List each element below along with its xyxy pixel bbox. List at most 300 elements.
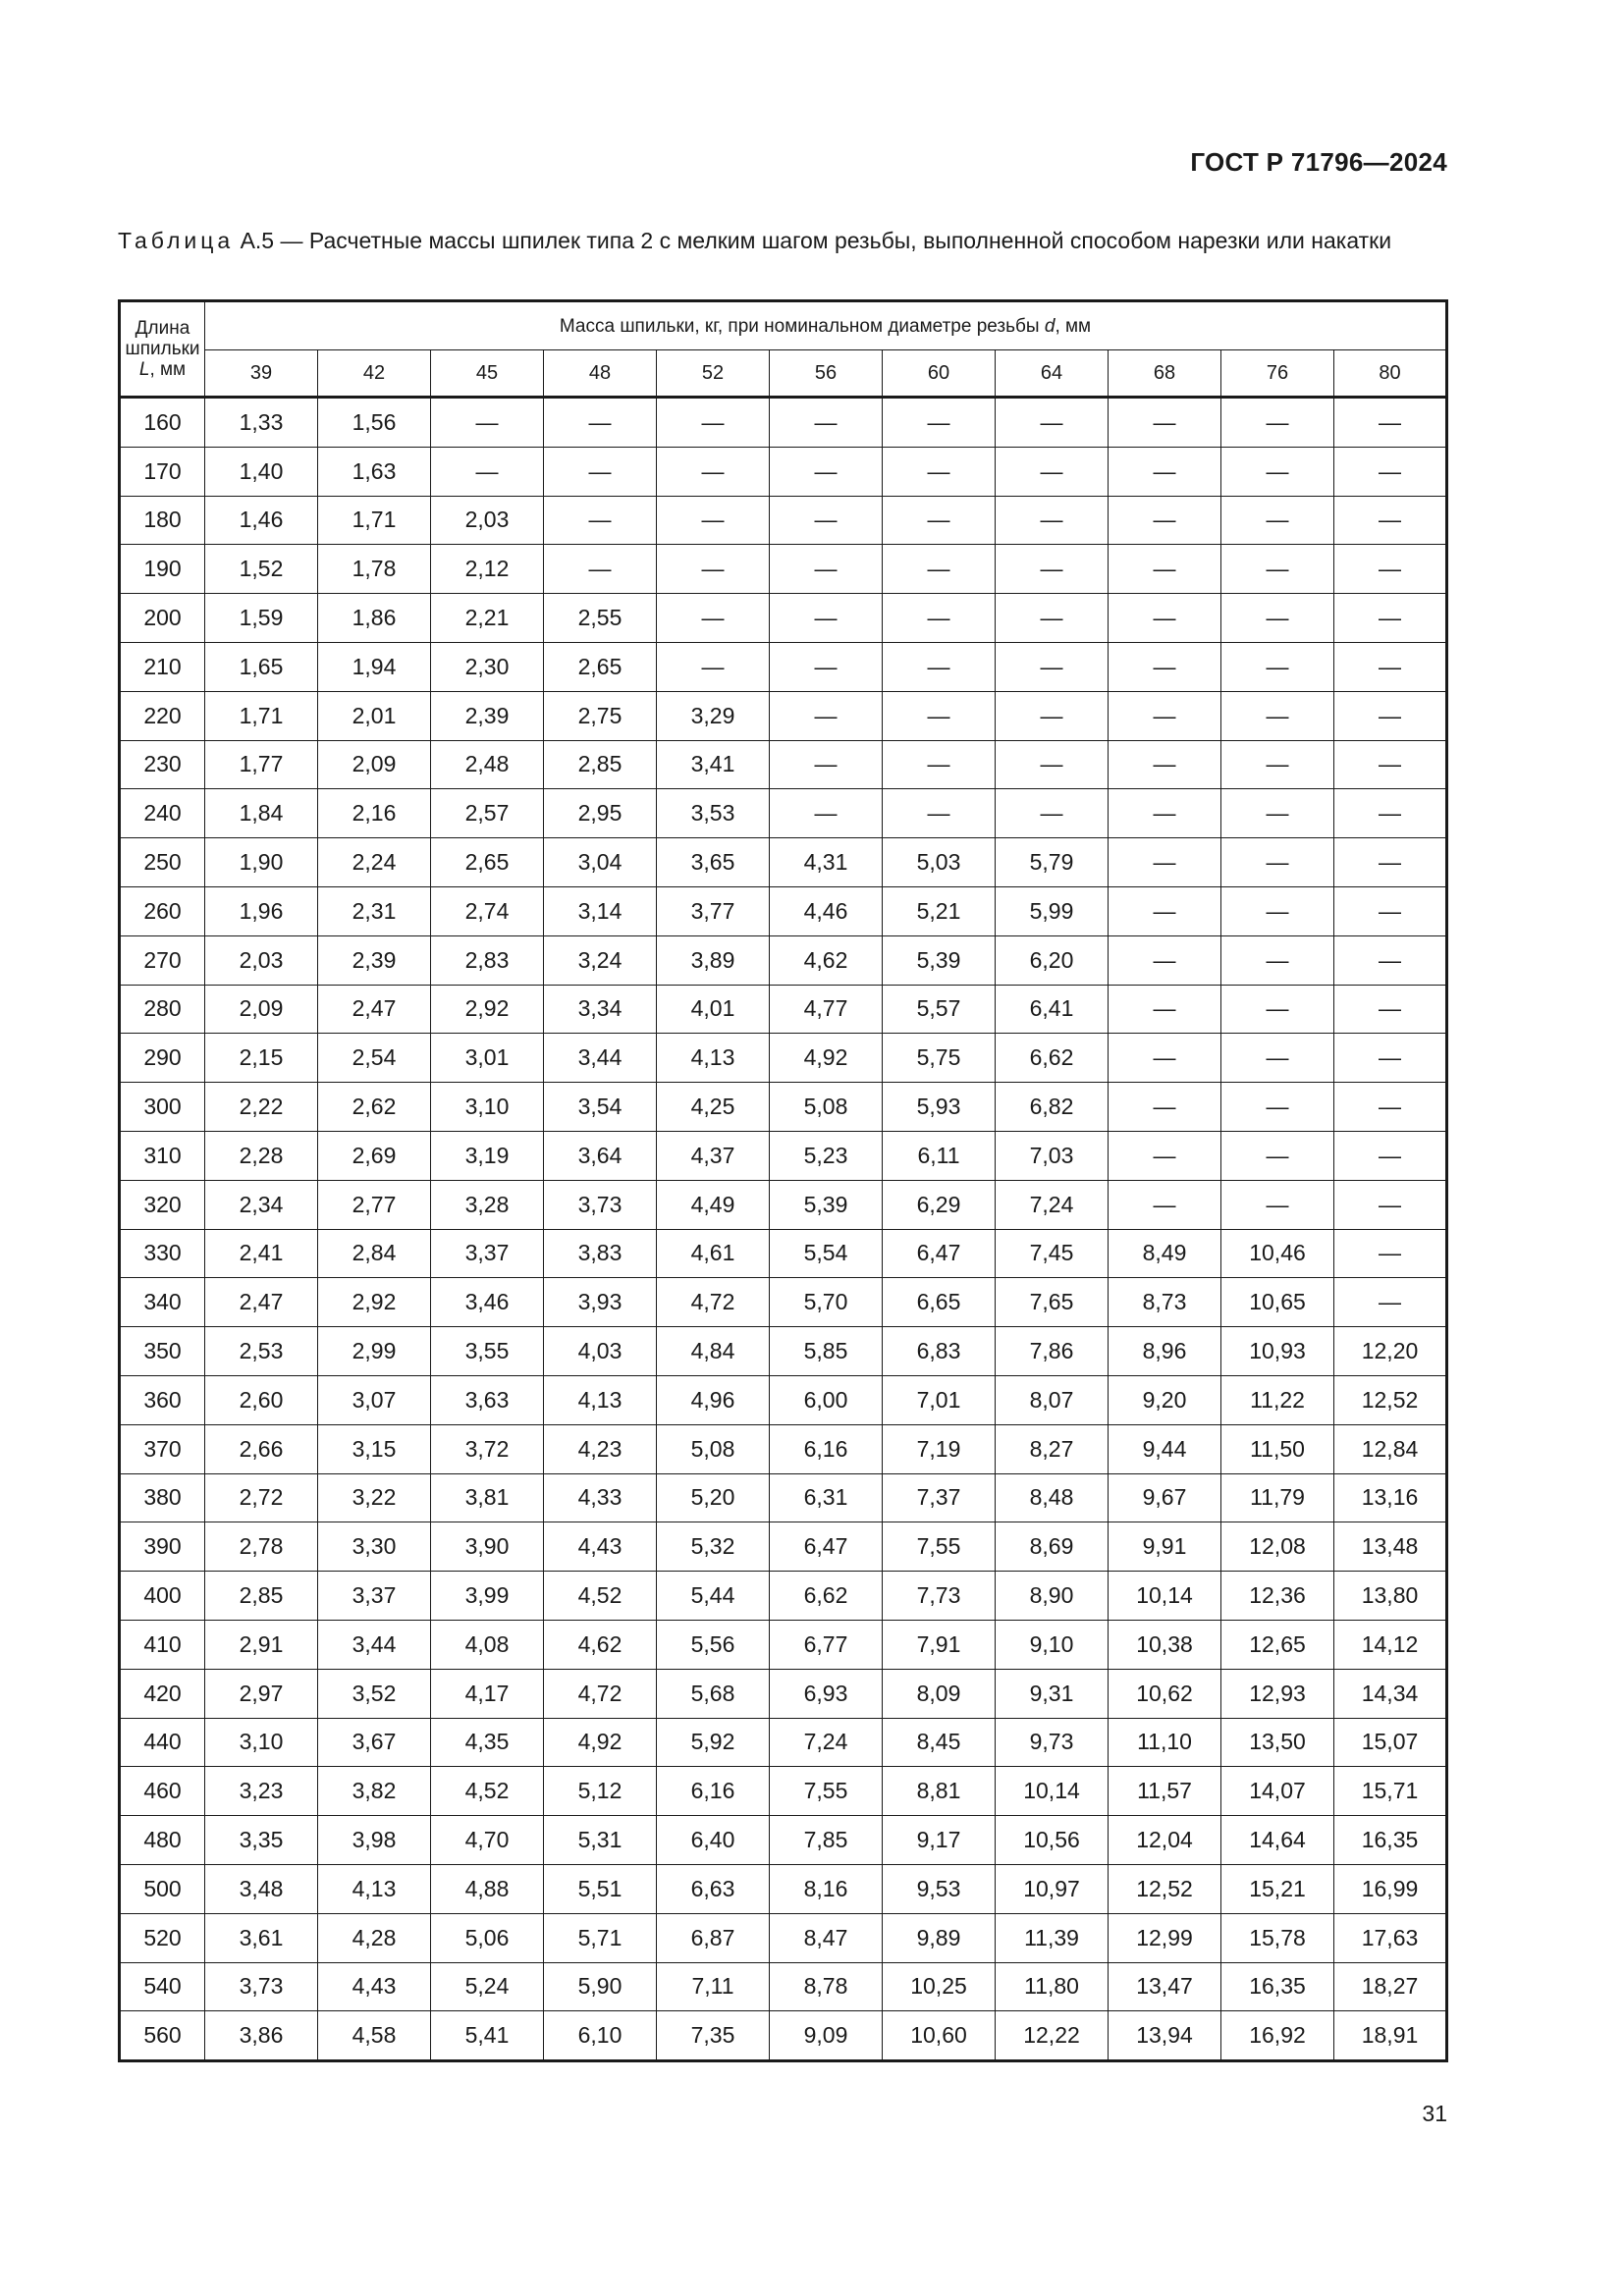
mass-cell: 5,39: [883, 935, 996, 985]
mass-header-prefix: Масса шпильки, кг, при номинальном диаметре резьбы: [559, 315, 1045, 337]
mass-cell: 7,37: [883, 1473, 996, 1522]
mass-cell: 2,83: [431, 935, 544, 985]
mass-cell: —: [1221, 545, 1334, 594]
mass-cell: —: [1109, 642, 1221, 691]
length-cell: 160: [120, 398, 205, 448]
mass-cell: 4,77: [770, 985, 883, 1034]
mass-cell: 2,09: [205, 985, 318, 1034]
mass-cell: 1,46: [205, 496, 318, 545]
mass-cell: 2,03: [431, 496, 544, 545]
mass-cell: 2,24: [318, 838, 431, 887]
length-cell: 190: [120, 545, 205, 594]
mass-cell: 9,91: [1109, 1522, 1221, 1572]
mass-cell: 4,52: [431, 1767, 544, 1816]
mass-cell: —: [1221, 447, 1334, 496]
mass-cell: 9,44: [1109, 1424, 1221, 1473]
mass-cell: 6,93: [770, 1669, 883, 1718]
diameter-header: 42: [318, 350, 431, 398]
mass-cell: 4,46: [770, 886, 883, 935]
mass-cell: 2,92: [431, 985, 544, 1034]
mass-cell: 6,63: [657, 1864, 770, 1913]
mass-cell: 2,41: [205, 1229, 318, 1278]
mass-cell: —: [1334, 447, 1447, 496]
mass-cell: 3,07: [318, 1375, 431, 1424]
length-cell: 360: [120, 1375, 205, 1424]
mass-cell: —: [1221, 740, 1334, 789]
mass-cell: —: [1221, 1180, 1334, 1229]
table-row: [120, 1278, 1447, 1327]
mass-cell: —: [1221, 642, 1334, 691]
mass-cell: 14,07: [1221, 1767, 1334, 1816]
mass-cell: 3,44: [318, 1620, 431, 1669]
mass-cell: —: [1109, 1034, 1221, 1083]
mass-cell: 5,92: [657, 1718, 770, 1767]
mass-cell: 2,54: [318, 1034, 431, 1083]
mass-cell: 4,33: [544, 1473, 657, 1522]
mass-cell: 4,72: [657, 1278, 770, 1327]
mass-cell: 10,93: [1221, 1327, 1334, 1376]
mass-cell: 2,72: [205, 1473, 318, 1522]
mass-cell: 8,49: [1109, 1229, 1221, 1278]
mass-cell: 11,22: [1221, 1375, 1334, 1424]
mass-cell: 3,67: [318, 1718, 431, 1767]
mass-cell: 2,34: [205, 1180, 318, 1229]
mass-cell: 1,77: [205, 740, 318, 789]
mass-cell: 7,24: [996, 1180, 1109, 1229]
mass-cell: 16,35: [1221, 1962, 1334, 2011]
mass-cell: —: [431, 398, 544, 448]
mass-table: [118, 299, 1448, 2062]
mass-cell: 2,84: [318, 1229, 431, 1278]
length-symbol: L: [138, 359, 150, 380]
mass-cell: 2,91: [205, 1620, 318, 1669]
mass-cell: 16,35: [1334, 1816, 1447, 1865]
mass-cell: 14,64: [1221, 1816, 1334, 1865]
mass-cell: 13,47: [1109, 1962, 1221, 2011]
mass-cell: 3,53: [657, 789, 770, 838]
mass-cell: 3,82: [318, 1767, 431, 1816]
mass-cell: 4,61: [657, 1229, 770, 1278]
table-row: [120, 1718, 1447, 1767]
mass-cell: —: [1334, 740, 1447, 789]
mass-cell: 4,13: [657, 1034, 770, 1083]
length-header-line1: Длина: [135, 318, 190, 339]
mass-cell: 14,34: [1334, 1669, 1447, 1718]
mass-cell: 10,65: [1221, 1278, 1334, 1327]
table-row: [120, 1962, 1447, 2011]
mass-cell: 8,16: [770, 1864, 883, 1913]
mass-cell: 3,93: [544, 1278, 657, 1327]
length-cell: 320: [120, 1180, 205, 1229]
mass-cell: 6,16: [770, 1424, 883, 1473]
mass-cell: 3,10: [205, 1718, 318, 1767]
mass-cell: 5,56: [657, 1620, 770, 1669]
mass-cell: 9,10: [996, 1620, 1109, 1669]
mass-cell: 2,47: [318, 985, 431, 1034]
length-cell: 280: [120, 985, 205, 1034]
table-row: [120, 1473, 1447, 1522]
mass-cell: 2,99: [318, 1327, 431, 1376]
mass-cell: —: [1109, 594, 1221, 643]
mass-cell: 3,54: [544, 1083, 657, 1132]
mass-cell: 9,31: [996, 1669, 1109, 1718]
length-cell: 390: [120, 1522, 205, 1572]
mass-cell: —: [1334, 886, 1447, 935]
table-row: [120, 789, 1447, 838]
diameter-header: 60: [883, 350, 996, 398]
mass-cell: 2,48: [431, 740, 544, 789]
mass-cell: 1,86: [318, 594, 431, 643]
table-row: [120, 1180, 1447, 1229]
mass-cell: —: [1109, 740, 1221, 789]
mass-cell: 12,04: [1109, 1816, 1221, 1865]
mass-cell: 5,99: [996, 886, 1109, 935]
mass-cell: —: [1109, 789, 1221, 838]
mass-cell: 3,35: [205, 1816, 318, 1865]
mass-cell: —: [770, 447, 883, 496]
mass-cell: 2,47: [205, 1278, 318, 1327]
mass-cell: 2,60: [205, 1375, 318, 1424]
mass-cell: 11,79: [1221, 1473, 1334, 1522]
mass-cell: 1,78: [318, 545, 431, 594]
mass-cell: 5,93: [883, 1083, 996, 1132]
mass-cell: 18,91: [1334, 2011, 1447, 2061]
mass-cell: 7,24: [770, 1718, 883, 1767]
table-row: [120, 1572, 1447, 1621]
mass-cell: 3,61: [205, 1913, 318, 1962]
length-cell: 220: [120, 691, 205, 740]
mass-cell: 2,85: [544, 740, 657, 789]
mass-cell: 3,81: [431, 1473, 544, 1522]
table-row: [120, 935, 1447, 985]
length-cell: 250: [120, 838, 205, 887]
mass-cell: —: [770, 691, 883, 740]
table-row: [120, 985, 1447, 1034]
mass-cell: 5,68: [657, 1669, 770, 1718]
mass-cell: 12,08: [1221, 1522, 1334, 1572]
mass-cell: 6,00: [770, 1375, 883, 1424]
mass-cell: 10,14: [1109, 1572, 1221, 1621]
diameter-header: 76: [1221, 350, 1334, 398]
mass-cell: —: [1221, 886, 1334, 935]
mass-cell: 12,65: [1221, 1620, 1334, 1669]
mass-cell: —: [770, 642, 883, 691]
mass-cell: 5,31: [544, 1816, 657, 1865]
mass-cell: 9,67: [1109, 1473, 1221, 1522]
table-row: [120, 1522, 1447, 1572]
mass-cell: 5,06: [431, 1913, 544, 1962]
mass-cell: 4,31: [770, 838, 883, 887]
mass-cell: 4,13: [318, 1864, 431, 1913]
mass-cell: 5,44: [657, 1572, 770, 1621]
mass-cell: —: [1109, 691, 1221, 740]
mass-cell: 11,50: [1221, 1424, 1334, 1473]
mass-cell: 12,20: [1334, 1327, 1447, 1376]
mass-cell: 5,79: [996, 838, 1109, 887]
mass-cell: 3,23: [205, 1767, 318, 1816]
mass-cell: 5,08: [657, 1424, 770, 1473]
mass-cell: 6,83: [883, 1327, 996, 1376]
mass-cell: 5,90: [544, 1962, 657, 2011]
mass-cell: 3,15: [318, 1424, 431, 1473]
table-row: [120, 1375, 1447, 1424]
mass-cell: 15,21: [1221, 1864, 1334, 1913]
mass-cell: 1,71: [205, 691, 318, 740]
length-cell: 400: [120, 1572, 205, 1621]
mass-cell: 2,92: [318, 1278, 431, 1327]
mass-cell: —: [1109, 447, 1221, 496]
mass-cell: 8,48: [996, 1473, 1109, 1522]
mass-cell: 4,25: [657, 1083, 770, 1132]
mass-cell: 2,39: [431, 691, 544, 740]
mass-cell: 4,62: [770, 935, 883, 985]
mass-cell: —: [996, 496, 1109, 545]
mass-cell: —: [1334, 594, 1447, 643]
mass-cell: 6,11: [883, 1131, 996, 1180]
mass-cell: 2,53: [205, 1327, 318, 1376]
mass-cell: 2,22: [205, 1083, 318, 1132]
mass-cell: 8,09: [883, 1669, 996, 1718]
mass-cell: —: [1221, 985, 1334, 1034]
mass-cell: —: [1334, 545, 1447, 594]
mass-cell: 7,19: [883, 1424, 996, 1473]
mass-cell: 1,84: [205, 789, 318, 838]
mass-cell: —: [544, 545, 657, 594]
table-header-row: [120, 301, 1447, 350]
table-row: [120, 447, 1447, 496]
mass-cell: —: [1221, 789, 1334, 838]
mass-cell: 3,73: [205, 1962, 318, 2011]
mass-cell: 1,94: [318, 642, 431, 691]
mass-cell: —: [1334, 1180, 1447, 1229]
diameter-header: 48: [544, 350, 657, 398]
mass-cell: 5,32: [657, 1522, 770, 1572]
mass-cell: —: [883, 398, 996, 448]
table-row: [120, 1620, 1447, 1669]
mass-cell: 3,52: [318, 1669, 431, 1718]
table-row: [120, 2011, 1447, 2061]
mass-cell: 1,90: [205, 838, 318, 887]
mass-cell: 2,65: [431, 838, 544, 887]
mass-cell: 2,75: [544, 691, 657, 740]
mass-cell: 4,17: [431, 1669, 544, 1718]
mass-cell: 12,93: [1221, 1669, 1334, 1718]
mass-cell: 3,37: [431, 1229, 544, 1278]
mass-cell: 2,21: [431, 594, 544, 643]
mass-cell: 4,37: [657, 1131, 770, 1180]
table-row: [120, 740, 1447, 789]
mass-cell: 17,63: [1334, 1913, 1447, 1962]
mass-cell: 5,70: [770, 1278, 883, 1327]
mass-cell: 11,57: [1109, 1767, 1221, 1816]
mass-cell: 2,55: [544, 594, 657, 643]
mass-cell: 4,13: [544, 1375, 657, 1424]
mass-cell: —: [1334, 642, 1447, 691]
mass-cell: 2,74: [431, 886, 544, 935]
mass-cell: 10,60: [883, 2011, 996, 2061]
mass-cell: 3,73: [544, 1180, 657, 1229]
mass-cell: 2,69: [318, 1131, 431, 1180]
mass-cell: 3,55: [431, 1327, 544, 1376]
length-cell: 290: [120, 1034, 205, 1083]
mass-cell: 3,14: [544, 886, 657, 935]
mass-cell: 10,56: [996, 1816, 1109, 1865]
table-row: [120, 1131, 1447, 1180]
length-cell: 440: [120, 1718, 205, 1767]
mass-cell: 4,84: [657, 1327, 770, 1376]
mass-cell: 3,30: [318, 1522, 431, 1572]
mass-cell: 3,29: [657, 691, 770, 740]
mass-cell: —: [770, 740, 883, 789]
length-cell: 500: [120, 1864, 205, 1913]
mass-cell: 3,64: [544, 1131, 657, 1180]
mass-cell: 1,71: [318, 496, 431, 545]
mass-cell: 12,99: [1109, 1913, 1221, 1962]
mass-cell: 6,47: [770, 1522, 883, 1572]
mass-cell: 3,86: [205, 2011, 318, 2061]
mass-cell: 12,52: [1334, 1375, 1447, 1424]
length-cell: 270: [120, 935, 205, 985]
mass-cell: 4,88: [431, 1864, 544, 1913]
mass-cell: 15,07: [1334, 1718, 1447, 1767]
mass-cell: —: [996, 398, 1109, 448]
mass-cell: —: [544, 496, 657, 545]
length-cell: 410: [120, 1620, 205, 1669]
mass-cell: 7,73: [883, 1572, 996, 1621]
mass-cell: —: [996, 447, 1109, 496]
mass-cell: —: [1221, 1083, 1334, 1132]
mass-cell: 3,90: [431, 1522, 544, 1572]
mass-cell: 6,29: [883, 1180, 996, 1229]
length-cell: 460: [120, 1767, 205, 1816]
mass-cell: 3,48: [205, 1864, 318, 1913]
length-cell: 240: [120, 789, 205, 838]
mass-cell: 4,58: [318, 2011, 431, 2061]
mass-cell: 5,71: [544, 1913, 657, 1962]
mass-cell: —: [770, 594, 883, 643]
mass-cell: —: [1334, 496, 1447, 545]
table-row: [120, 1327, 1447, 1376]
mass-cell: 2,09: [318, 740, 431, 789]
mass-cell: 10,14: [996, 1767, 1109, 1816]
mass-cell: 4,43: [318, 1962, 431, 2011]
mass-cell: —: [1221, 1034, 1334, 1083]
mass-cell: 3,04: [544, 838, 657, 887]
mass-cell: —: [1109, 1131, 1221, 1180]
diameter-header: 52: [657, 350, 770, 398]
length-cell: 520: [120, 1913, 205, 1962]
mass-cell: 7,03: [996, 1131, 1109, 1180]
length-cell: 260: [120, 886, 205, 935]
mass-cell: 4,03: [544, 1327, 657, 1376]
mass-cell: —: [1221, 594, 1334, 643]
mass-cell: —: [996, 691, 1109, 740]
diameter-header: 45: [431, 350, 544, 398]
mass-cell: 4,52: [544, 1572, 657, 1621]
mass-column-header: [205, 301, 1447, 350]
mass-cell: —: [770, 545, 883, 594]
mass-cell: 16,99: [1334, 1864, 1447, 1913]
mass-cell: 3,34: [544, 985, 657, 1034]
mass-cell: —: [770, 496, 883, 545]
mass-cell: 5,20: [657, 1473, 770, 1522]
mass-cell: 7,45: [996, 1229, 1109, 1278]
mass-cell: 5,21: [883, 886, 996, 935]
mass-cell: 3,83: [544, 1229, 657, 1278]
table-row: [120, 1913, 1447, 1962]
length-cell: 330: [120, 1229, 205, 1278]
mass-cell: —: [1334, 398, 1447, 448]
mass-cell: 12,36: [1221, 1572, 1334, 1621]
diameter-header: 80: [1334, 350, 1447, 398]
length-cell: 420: [120, 1669, 205, 1718]
mass-cell: —: [1334, 1034, 1447, 1083]
mass-cell: —: [657, 642, 770, 691]
mass-cell: 10,25: [883, 1962, 996, 2011]
mass-cell: 13,50: [1221, 1718, 1334, 1767]
mass-cell: 2,03: [205, 935, 318, 985]
mass-cell: 15,78: [1221, 1913, 1334, 1962]
mass-cell: 2,31: [318, 886, 431, 935]
mass-cell: 4,72: [544, 1669, 657, 1718]
table-row: [120, 1034, 1447, 1083]
diameter-header: 68: [1109, 350, 1221, 398]
diameter-header: 39: [205, 350, 318, 398]
mass-cell: 7,85: [770, 1816, 883, 1865]
table-row: [120, 1767, 1447, 1816]
mass-cell: —: [544, 447, 657, 496]
mass-cell: 1,52: [205, 545, 318, 594]
mass-cell: 4,49: [657, 1180, 770, 1229]
diameter-header-row: [120, 350, 1447, 398]
length-cell: 370: [120, 1424, 205, 1473]
length-cell: 210: [120, 642, 205, 691]
mass-cell: 6,77: [770, 1620, 883, 1669]
mass-cell: —: [883, 545, 996, 594]
mass-cell: 3,24: [544, 935, 657, 985]
mass-cell: —: [1334, 789, 1447, 838]
mass-cell: —: [996, 789, 1109, 838]
mass-cell: 2,15: [205, 1034, 318, 1083]
mass-cell: 5,08: [770, 1083, 883, 1132]
mass-cell: 3,65: [657, 838, 770, 887]
mass-cell: —: [657, 398, 770, 448]
mass-cell: 8,78: [770, 1962, 883, 2011]
length-cell: 350: [120, 1327, 205, 1376]
mass-cell: 3,77: [657, 886, 770, 935]
mass-cell: 4,43: [544, 1522, 657, 1572]
mass-cell: —: [770, 789, 883, 838]
mass-cell: 2,57: [431, 789, 544, 838]
mass-cell: 1,63: [318, 447, 431, 496]
mass-cell: —: [996, 642, 1109, 691]
table-row: [120, 1864, 1447, 1913]
diameter-header: 56: [770, 350, 883, 398]
mass-cell: —: [1334, 691, 1447, 740]
mass-cell: 11,10: [1109, 1718, 1221, 1767]
mass-cell: 1,65: [205, 642, 318, 691]
table-row: [120, 642, 1447, 691]
mass-cell: 13,48: [1334, 1522, 1447, 1572]
mass-cell: —: [883, 789, 996, 838]
mass-cell: 3,98: [318, 1816, 431, 1865]
mass-cell: 6,82: [996, 1083, 1109, 1132]
mass-cell: 9,53: [883, 1864, 996, 1913]
mass-cell: 4,92: [544, 1718, 657, 1767]
mass-cell: 16,92: [1221, 2011, 1334, 2061]
table-row: [120, 838, 1447, 887]
table-row: [120, 886, 1447, 935]
